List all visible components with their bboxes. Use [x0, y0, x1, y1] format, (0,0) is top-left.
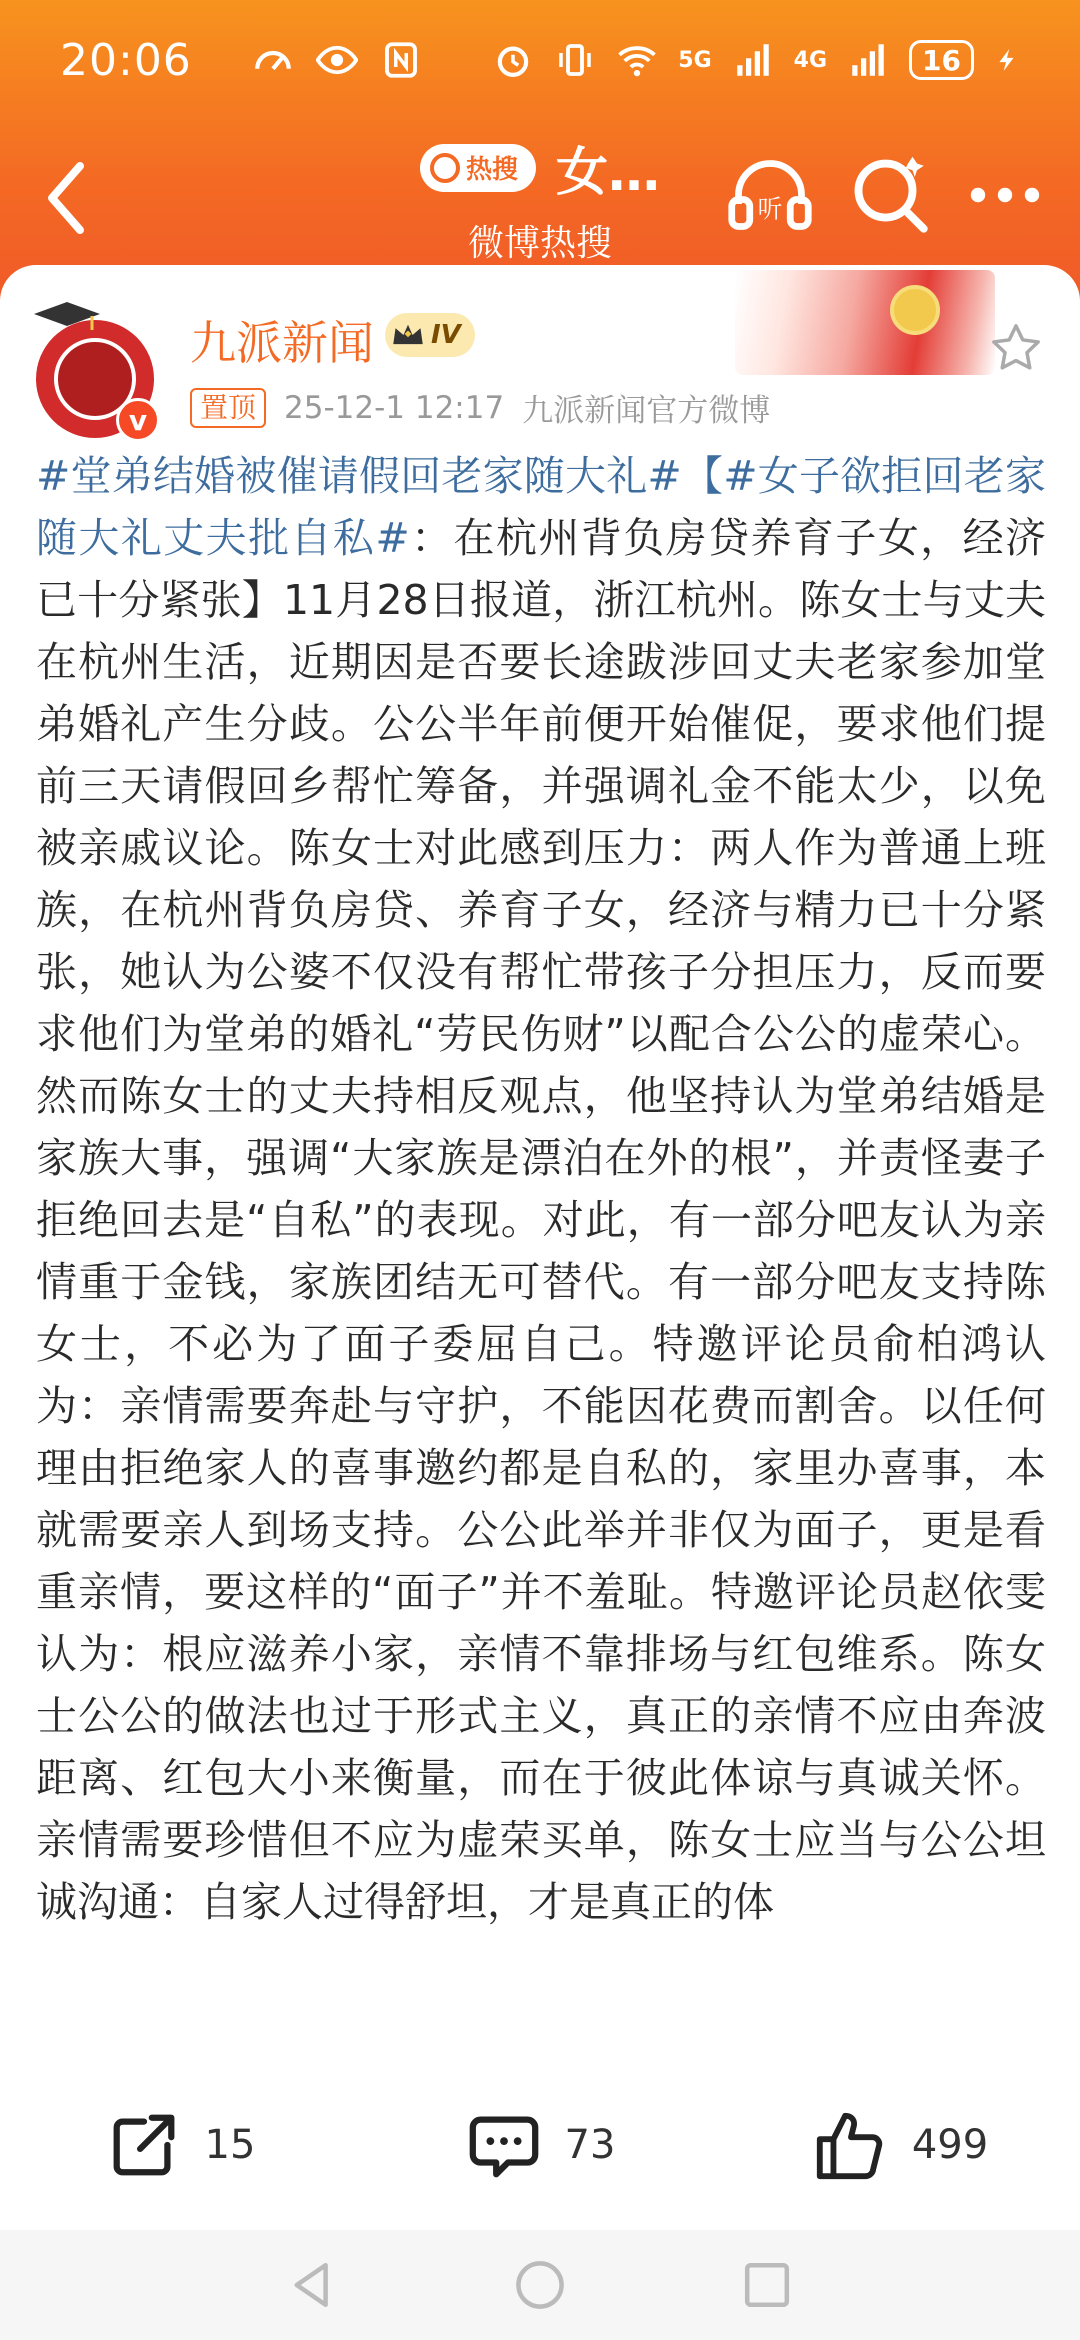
share-count: 15 [204, 2122, 256, 2168]
verified-icon: v [116, 398, 160, 442]
hot-search-badge [420, 144, 536, 192]
nav-bar [0, 120, 1080, 270]
level-label: IV [431, 320, 461, 350]
signal-icon [847, 39, 889, 81]
hashtag-link[interactable]: 【#女子欲拒回老家随大礼丈夫批自私# [36, 452, 1046, 562]
wifi-icon [616, 39, 658, 81]
status-right-icons [492, 39, 1020, 81]
hashtag-link[interactable]: #堂弟结婚被催请假回老家随大礼# [36, 452, 682, 500]
content-fade [0, 2020, 1080, 2060]
nfc-icon [380, 39, 422, 81]
network-5g-label: 5G [678, 47, 712, 73]
action-bar [0, 2060, 1080, 2230]
comment-icon [465, 2106, 543, 2184]
avatar[interactable] [36, 320, 154, 438]
page-subtitle: 微博热搜 [467, 223, 612, 264]
network-4g-label: 4G [793, 47, 828, 73]
system-nav-bar [0, 2230, 1080, 2340]
nav-back-icon[interactable] [286, 2258, 340, 2312]
nav-home-icon[interactable] [513, 2258, 567, 2312]
post-meta [190, 385, 770, 430]
nav-recents-icon[interactable] [740, 2258, 794, 2312]
favorite-star-icon[interactable] [988, 320, 1044, 376]
more-icon[interactable] [960, 150, 1050, 240]
decorative-banner [735, 270, 995, 375]
level-badge[interactable] [385, 313, 475, 357]
status-left-icons [252, 39, 422, 81]
share-button[interactable] [0, 2106, 360, 2184]
search-icon [430, 153, 460, 183]
svg-text:听: 听 [757, 194, 783, 224]
crown-icon [391, 321, 425, 349]
status-bar [0, 0, 1080, 120]
alarm-icon [492, 39, 534, 81]
comment-count: 73 [564, 2122, 616, 2168]
page-title: 女… [556, 143, 661, 203]
vibrate-icon [554, 39, 596, 81]
charging-icon [994, 39, 1020, 81]
search-icon[interactable] [845, 150, 935, 240]
post-source: 九派新闻官方微博 [522, 393, 771, 429]
battery-indicator: 16 [909, 40, 974, 80]
pinned-badge: 置顶 [190, 388, 266, 428]
like-button[interactable] [720, 2106, 1080, 2184]
status-time: 20:06 [60, 34, 192, 86]
speedometer-icon [252, 39, 294, 81]
post-timestamp: 25-12-1 12:17 [284, 389, 505, 426]
post-card [0, 265, 1080, 2055]
post-body [36, 445, 1046, 2040]
signal-icon [732, 39, 774, 81]
post-text: ：在杭州背负房贷养育子女，经济已十分紧张】11月28日报道，浙江杭州。陈女士与丈夫在杭州生活，近期因是否要长途跋涉回丈夫老家参加堂弟婚礼产生分歧。公公半年前便开始催促，要求他们提前三天请假回乡帮忙筹备，并强调礼金不能太少，以免被亲戚议论。陈女士对此感到压力：两人作为普通上班族，在杭州背负房贷、养育子女，经济与精力已十分紧张，她认为公婆不仅没有帮忙带孩子分担压力，反而要求他们为堂弟的婚礼“劳民伤财”以配合公公的虚荣心。然而陈女士的丈夫持相反观点，他坚持认为堂弟结婚是家族大事，强调“大家族是漂泊在外的根”，并责怪妻子拒绝回去是“自私”的表现。对此，有一部分吧友认为亲情重于金钱，家族团结无可替代。有一部分吧友支持陈女士，不必为了面子委屈自己。特邀评论员俞柏鸿认为：亲情需要奔赴与守护，不能因花费而割舍。以任何理由拒绝家人的喜事邀约都是自私的，家里办喜事，本就需要亲人到场支持。公公此举并非仅为面子，更是看重亲情，要这样的“面子”并不羞耻。特邀评论员赵依雯认为：根应滋养小家，亲情不靠排场与红包维系。陈女士公公的做法也过于形式主义，真正的亲情不应由奔波距离、红包大小来衡量，而在于彼此体谅与真诚关怀。亲情需要珍惜但不应为虚荣买单，陈女士应当与公公坦诚沟通：自家人过得舒坦，才是真正的体 [36, 514, 1046, 1926]
share-icon [105, 2106, 183, 2184]
like-count: 499 [911, 2122, 989, 2168]
graduation-cap-icon [32, 300, 102, 334]
comment-button[interactable] [360, 2106, 720, 2184]
thumbs-up-icon [812, 2106, 890, 2184]
hot-search-label: 热搜 [465, 155, 518, 185]
author-name[interactable]: 九派新闻 [190, 316, 374, 370]
eye-icon [316, 39, 358, 81]
emblem-icon [890, 285, 940, 335]
listen-icon[interactable] [725, 150, 815, 240]
